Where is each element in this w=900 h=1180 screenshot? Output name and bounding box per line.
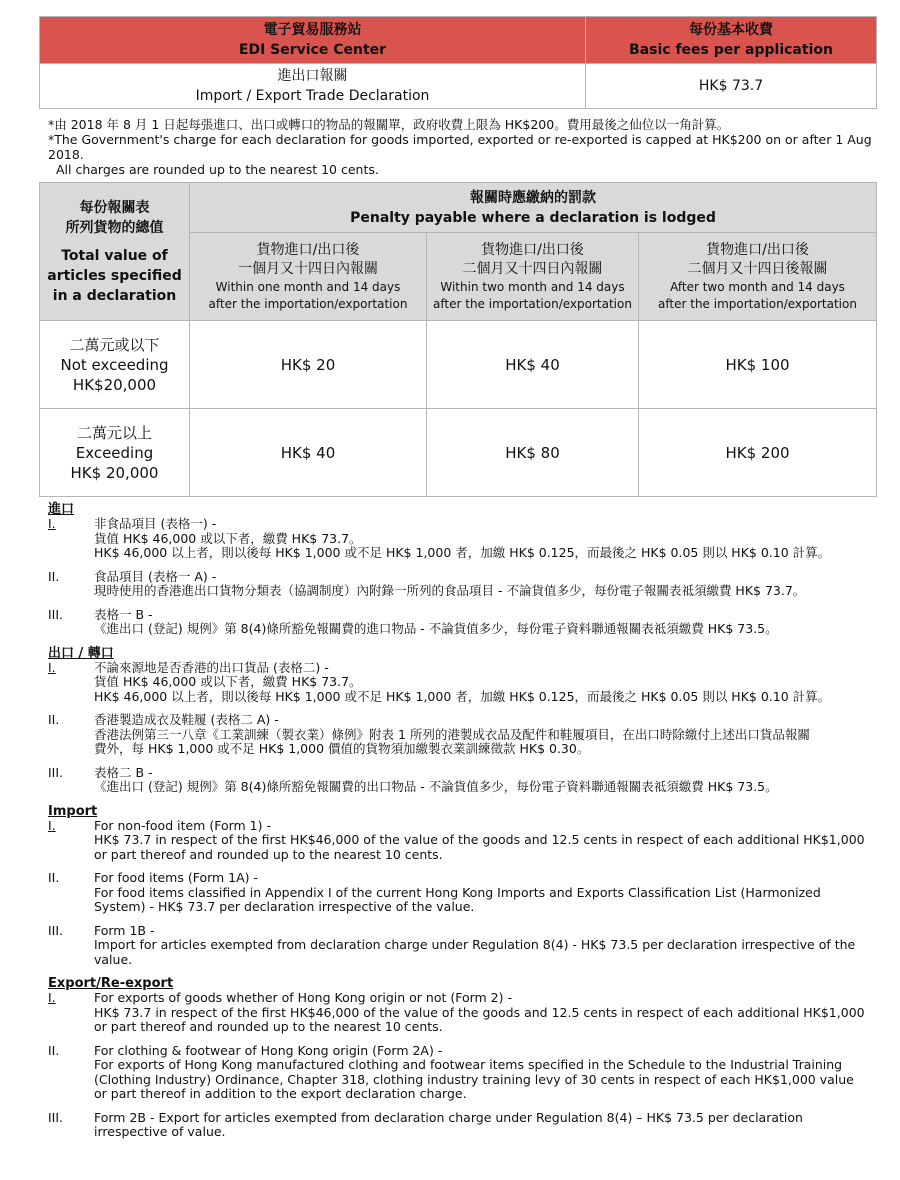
list-item	[48, 608, 868, 637]
item-body-line: System) - HK$ 73.7 per declaration irrespective of the value.	[94, 899, 475, 914]
item-number: II.	[48, 568, 60, 584]
list-item	[48, 713, 868, 757]
item-body-line: 貨值 HK$ 46,000 或以下者，繳費 HK$ 73.7。	[94, 530, 362, 546]
list-item	[48, 1044, 868, 1102]
note-en-2: All charges are rounded up to the nearest 10 cents.	[56, 162, 379, 177]
penalty-group-en: Penalty payable where a declaration is lodged	[350, 209, 716, 226]
penalty-cell: HK$ 100	[639, 321, 877, 409]
item-body-line: (Clothing Industry) Ordinance, Chapter 318, clothing industry training levy of 30 cents in respect of each HK$1,000 value	[94, 1071, 854, 1087]
item-body-line: 費外，每 HK$ 1,000 或不足 HK$ 1,000 價值的貨物須加繳製衣業訓練徵款 HK$ 0.30。	[94, 741, 590, 756]
item-body-line: 香港法例第三一八章《工業訓練（製衣業）條例》附表 1 所列的港製成衣品及配件和鞋履項目，在出口時除繳付上述出口貨品報關	[94, 726, 810, 742]
basic-fee-table	[39, 16, 877, 109]
penalty-row-exceeding	[40, 409, 877, 497]
penalty-table	[39, 182, 877, 497]
charge-cap-note	[48, 117, 876, 177]
section-title: 出口 / 轉口	[48, 645, 114, 661]
row-not-exceeding-zh: 二萬元或以下	[69, 335, 160, 354]
section-title: Export/Re-export	[48, 976, 174, 991]
col-after-two-month-zh-2: 二個月又十四日後報關	[687, 260, 828, 277]
col-after-two-month-en-2: after the importation/exportation	[658, 296, 857, 311]
list-item	[48, 661, 868, 705]
item-body-line: or part thereof and rounded up to the nearest 10 cents.	[94, 846, 443, 862]
penalty-group-zh: 報關時應繳納的罰款	[470, 189, 596, 206]
list-item	[48, 1111, 868, 1140]
item-body-line: or part thereof in addition to the export declaration charge.	[94, 1086, 467, 1101]
fee-section	[48, 804, 868, 968]
item-heading: For food items (Form 1A) -	[94, 870, 259, 885]
penalty-group-header	[190, 183, 877, 233]
item-body-line: HK$ 46,000 以上者，則以後每 HK$ 1,000 或不足 HK$ 1,000 者，加繳 HK$ 0.125，而最後之 HK$ 0.05 則以 HK$ 0.10 計算。	[94, 688, 831, 704]
col-one-month-en-2: after the importation/exportation	[208, 296, 408, 311]
basic-fee-header-row	[40, 17, 877, 64]
total-value-header	[40, 183, 190, 321]
header-service-center-zh: 電子貿易服務站	[263, 22, 362, 38]
penalty-row-not-exceeding	[40, 321, 877, 409]
item-body-line: 現時使用的香港進出口貨物分類表（協調制度）內附錄一所列的食品項目 - 不論貨值多少，每份電子報關表祗須繳費 HK$ 73.7。	[94, 583, 806, 598]
item-heading: 食品項目 (表格一 A) -	[94, 568, 217, 584]
total-value-en-1: Total value of	[61, 247, 168, 264]
item-number: III.	[48, 606, 64, 622]
list-item	[48, 517, 868, 561]
penalty-cell: HK$ 200	[639, 409, 877, 497]
list-item	[48, 871, 868, 915]
penalty-cell: HK$ 40	[427, 321, 639, 409]
col-two-month-en-1: Within two month and 14 days	[440, 279, 625, 294]
trade-declaration-zh: 進出口報關	[277, 68, 348, 84]
item-heading: For exports of goods whether of Hong Kong origin or not (Form 2) -	[94, 990, 512, 1005]
item-body-line: 《進出口 (登記) 規例》第 8(4)條所豁免報關費的出口物品 - 不論貨值多少，每份電子資料聯通報關表祗須繳費 HK$ 73.5。	[94, 779, 778, 794]
item-heading: 表格一 B -	[94, 606, 153, 622]
col-after-two-month-header	[639, 233, 877, 321]
row-not-exceeding-en-2: HK$20,000	[72, 375, 157, 394]
list-item	[48, 924, 868, 968]
item-number: I.	[48, 817, 56, 833]
total-value-en-2: articles specified	[47, 267, 182, 284]
note-zh: *由 2018 年 8 月 1 日起每張進口、出口或轉口的物品的報關單，政府收費上限為 HK$200。費用最後之仙位以一角計算。	[48, 117, 730, 132]
item-heading: For non-food item (Form 1) -	[94, 817, 271, 833]
item-number: III.	[48, 764, 64, 780]
item-number: I.	[48, 659, 56, 675]
item-body-line: HK$ 73.7 in respect of the first HK$46,000 of the value of the goods and 12.5 cents in respect of each additional HK$1,000	[94, 1004, 865, 1020]
row-not-exceeding-label	[40, 321, 190, 409]
section-title: 進口	[48, 502, 75, 517]
item-body-line: 貨值 HK$ 46,000 或以下者，繳費 HK$ 73.7。	[94, 674, 362, 689]
item-heading: Form 1B -	[94, 922, 155, 938]
header-basic-fees-en: Basic fees per application	[629, 42, 833, 58]
trade-declaration-cell	[40, 64, 586, 109]
item-body-line: For exports of Hong Kong manufactured clothing and footwear items specified in the Schedule to the Industrial Training	[94, 1057, 843, 1072]
col-one-month-zh-2: 一個月又十四日內報關	[238, 260, 378, 277]
item-heading: Form 2B - Export for articles exempted from declaration charge under Regulation 8(4) – HK$ 73.5 per declaration	[94, 1109, 803, 1125]
row-exceeding-label	[40, 409, 190, 497]
item-body-line: For food items classified in Appendix I of the current Hong Kong Imports and Exports Classification List (Harmonized	[94, 884, 821, 900]
fee-document	[39, 16, 876, 497]
row-exceeding-zh: 二萬元以上	[76, 423, 152, 442]
list-item	[48, 991, 868, 1035]
penalty-cell: HK$ 80	[427, 409, 639, 497]
fee-sections	[48, 502, 868, 1149]
list-item	[48, 570, 868, 599]
list-item	[48, 819, 868, 863]
item-body-line: or part thereof and rounded up to the nearest 10 cents.	[94, 1019, 443, 1034]
total-value-en-3: in a declaration	[52, 287, 177, 304]
fee-section	[48, 646, 868, 795]
col-two-month-en-2: after the importation/exportation	[433, 296, 632, 311]
header-service-center-en: EDI Service Center	[238, 42, 387, 58]
col-one-month-zh-1: 貨物進口/出口後	[256, 241, 360, 258]
item-heading: 表格二 B -	[94, 764, 153, 780]
col-two-month-zh-2: 二個月又十四日內報關	[462, 260, 603, 277]
col-one-month-header	[190, 233, 427, 321]
penalty-cell: HK$ 20	[190, 321, 427, 409]
item-body-line: HK$ 73.7 in respect of the first HK$46,000 of the value of the goods and 12.5 cents in respect of each additional HK$1,000	[94, 832, 865, 847]
fee-section	[48, 976, 868, 1140]
item-heading: 非食品項目 (表格一) -	[94, 516, 217, 531]
total-value-zh-1: 每份報關表	[79, 199, 150, 216]
col-after-two-month-en-1: After two month and 14 days	[670, 279, 845, 294]
note-en-1: *The Government's charge for each declaration for goods imported, exported or re-exported is capped at HK$200 on or after 1 Aug 2018.	[48, 132, 872, 162]
penalty-cell: HK$ 40	[190, 409, 427, 497]
col-after-two-month-zh-1: 貨物進口/出口後	[706, 241, 809, 258]
header-basic-fees	[586, 17, 877, 64]
trade-declaration-en: Import / Export Trade Declaration	[195, 88, 430, 104]
item-number: II.	[48, 712, 60, 727]
penalty-header-row	[40, 183, 877, 233]
header-basic-fees-zh: 每份基本收費	[689, 22, 773, 38]
item-number: II.	[48, 870, 60, 885]
item-number: I.	[48, 990, 56, 1005]
list-item	[48, 766, 868, 795]
fee-section	[48, 502, 868, 637]
item-heading: 香港製造成衣及鞋履 (表格二 A) -	[94, 712, 279, 727]
row-not-exceeding-en-1: Not exceeding	[60, 355, 169, 374]
col-two-month-header	[427, 233, 639, 321]
col-one-month-en-1: Within one month and 14 days	[215, 279, 401, 294]
item-body-line: Import for articles exempted from declaration charge under Regulation 8(4) - HK$ 73.5 per declaration irrespective of the value.	[94, 937, 856, 967]
row-exceeding-en-2: HK$ 20,000	[70, 463, 159, 482]
item-number: III.	[48, 922, 64, 938]
basic-fee-row	[40, 64, 877, 109]
item-body-line: 《進出口 (登記) 規例》第 8(4)條所豁免報關費的進口物品 - 不論貨值多少，每份電子資料聯通報關表祗須繳費 HK$ 73.5。	[94, 621, 778, 636]
section-title: Import	[48, 803, 98, 819]
item-body-line: irrespective of value.	[94, 1124, 226, 1139]
total-value-zh-2: 所列貨物的總值	[65, 219, 164, 236]
item-body-line: HK$ 46,000 以上者，則以後每 HK$ 1,000 或不足 HK$ 1,000 者，加繳 HK$ 0.125，而最後之 HK$ 0.05 則以 HK$ 0.10 計算。	[94, 545, 831, 560]
item-number: I.	[48, 516, 56, 531]
item-heading: For clothing & footwear of Hong Kong origin (Form 2A) -	[94, 1042, 443, 1058]
row-exceeding-en-1: Exceeding	[75, 443, 154, 462]
basic-fee-value: HK$ 73.7	[586, 64, 877, 109]
item-number: III.	[48, 1109, 64, 1125]
col-two-month-zh-1: 貨物進口/出口後	[481, 241, 584, 258]
header-service-center	[40, 17, 586, 64]
item-number: II.	[48, 1042, 60, 1058]
item-heading: 不論來源地是否香港的出口貨品 (表格二) -	[94, 659, 329, 675]
